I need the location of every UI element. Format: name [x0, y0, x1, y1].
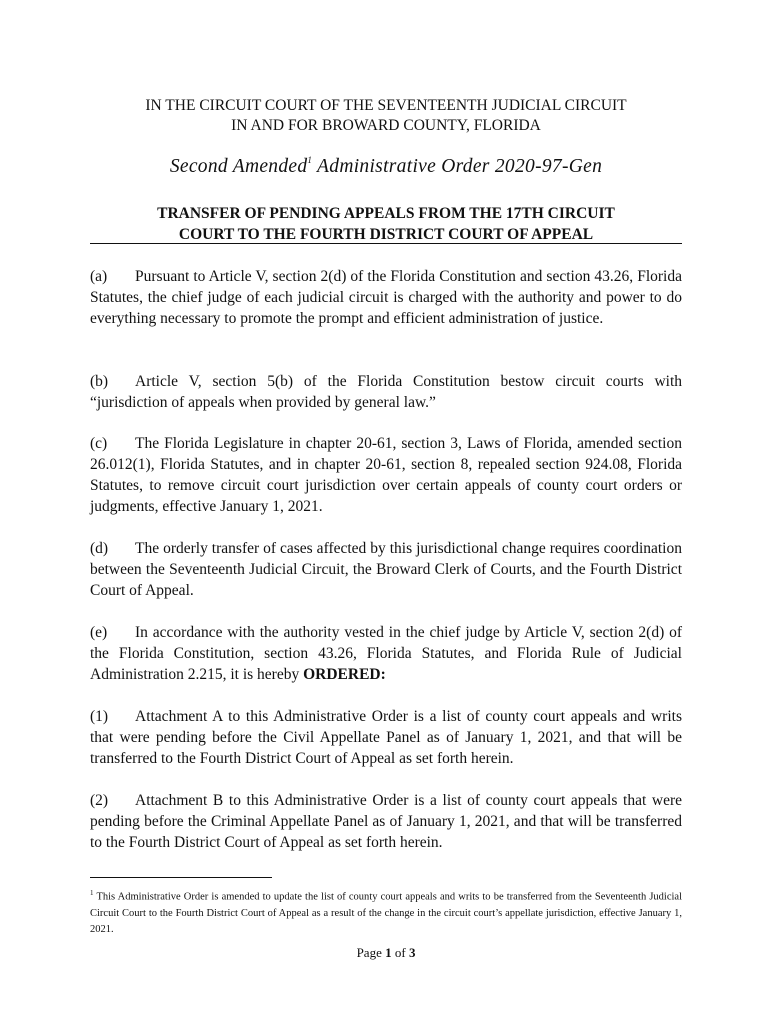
- paragraph-b: [90, 371, 682, 413]
- paragraph-label: (d): [90, 540, 109, 557]
- paragraph-2: [90, 790, 682, 853]
- paragraph-c: [90, 433, 682, 517]
- order-title-part1: Second Amended: [169, 156, 308, 177]
- footnote-text: This Administrative Order is amended to update the list of county court appeals and writs to be transferred from the Seventeenth Judicial Circuit Court to the Fourth District Court of Appeal as a result of the change in the circuit court’s appellate jurisdiction, effective January 1, 2021.: [90, 891, 682, 935]
- paragraph-label: (2): [90, 792, 109, 809]
- paragraph-1: [90, 706, 682, 769]
- page-number: [90, 945, 682, 961]
- order-title-part2: Administrative Order 2020-97-Gen: [312, 156, 603, 177]
- paragraph-label: (e): [90, 624, 108, 641]
- paragraph-label: (b): [90, 373, 109, 390]
- footnote-divider: [90, 877, 272, 878]
- ordered-emphasis: ORDERED:: [303, 666, 386, 683]
- paragraph-text: In accordance with the authority vested in the chief judge by Article V, section 2(d) of the Florida Constitution, section 43.26, Florida Statutes, and Florida Rule of Judicial Administration 2.215, it is hereby: [90, 624, 682, 683]
- court-line-2: IN AND FOR BROWARD COUNTY, FLORIDA: [231, 117, 541, 134]
- current-page: 1: [385, 945, 392, 960]
- paragraph-text: The orderly transfer of cases affected by this jurisdictional change requires coordination between the Seventeenth Judicial Circuit, the Broward Clerk of Courts, and the Fourth District Court of Appeal.: [90, 540, 682, 599]
- paragraph-label: (a): [90, 268, 108, 285]
- paragraph-a: [90, 266, 682, 329]
- paragraph-d: [90, 538, 682, 601]
- page-separator: of: [391, 945, 409, 960]
- order-subject: [90, 203, 682, 245]
- court-heading: [90, 96, 682, 136]
- paragraph-text: Pursuant to Article V, section 2(d) of the Florida Constitution and section 43.26, Florida Statutes, the chief judge of each judicial circuit is charged with the authority and power to do everything necessary to promote the prompt and efficient administration of justice.: [90, 268, 682, 327]
- footnote-reference: 1: [307, 154, 313, 165]
- footnote-mark: 1: [90, 889, 94, 897]
- subject-line-1: TRANSFER OF PENDING APPEALS FROM THE 17TH CIRCUIT: [157, 205, 615, 222]
- order-title: [90, 156, 682, 178]
- total-pages: 3: [408, 945, 416, 960]
- footnote: [90, 885, 682, 938]
- paragraph-text: Attachment B to this Administrative Order is a list of county court appeals that were pending before the Criminal Appellate Panel as of January 1, 2021, and that will be transferred to the Fourth District Court of Appeal as set forth herein.: [90, 792, 682, 851]
- subject-line-2: COURT TO THE FOURTH DISTRICT COURT OF APPEAL: [178, 226, 594, 243]
- paragraph-label: (1): [90, 708, 109, 725]
- paragraph-text: Attachment A to this Administrative Order is a list of county court appeals and writs that were pending before the Civil Appellate Panel as of January 1, 2021, and that will be transferred to the Fourth District Court of Appeal as set forth herein.: [90, 708, 682, 767]
- page-prefix: Page: [356, 945, 386, 960]
- paragraph-text: The Florida Legislature in chapter 20-61, section 3, Laws of Florida, amended section 26.012(1), Florida Statutes, and in chapter 20-61, section 8, repealed section 924.08, Florida Statutes, to remove circuit court jurisdiction over certain appeals of county court orders or judgments, effective January 1, 2021.: [90, 435, 682, 515]
- paragraph-text: Article V, section 5(b) of the Florida Constitution bestow circuit courts with “jurisdiction of appeals when provided by general law.”: [90, 373, 682, 411]
- paragraph-label: (c): [90, 435, 108, 452]
- paragraph-e: [90, 622, 682, 685]
- court-line-1: IN THE CIRCUIT COURT OF THE SEVENTEENTH JUDICIAL CIRCUIT: [145, 97, 627, 114]
- heading-divider: [90, 243, 682, 244]
